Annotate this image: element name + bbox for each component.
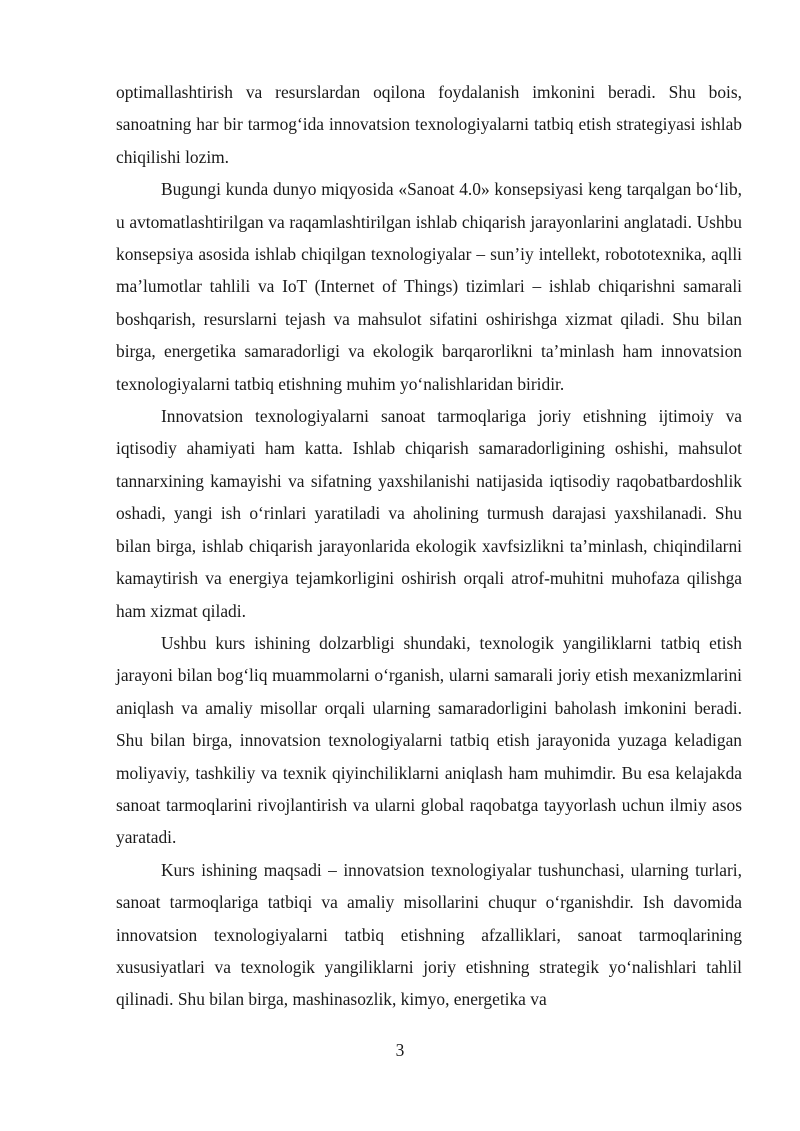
page-number: 3 (395, 1040, 405, 1060)
paragraph-4: Ushbu kurs ishining dolzarbligi shundaki, texnologik yangiliklarni tatbiq etish jarayoni bilan bogʻliq muammolarni oʻrganish, ularni samarali joriy etish mexanizmlarini aniqlash va amaliy misollar orqali ularning samaradorligini baholash imkonini beradi. Shu bilan birga, innovatsion texnologiyalarni tatbiq etish jarayonida yuzaga keladigan moliyaviy, tashkiliy va texnik qiyinchiliklarni aniqlash ham muhimdir. Bu esa kelajakda sanoat tarmoqlarini rivojlantirish va ularni global raqobatga tayyorlash uchun ilmiy asos yaratadi. (116, 632, 742, 848)
paragraph-1: optimallashtirish va resurslardan oqilona foydalanish imkonini beradi. Shu bois, sanoatning har bir tarmogʻida innovatsion texnologiyalarni tatbiq etish strategiyasi ishlab chiqilishi lozim. (116, 82, 742, 167)
paragraph-5: Kurs ishining maqsadi – innovatsion texnologiyalar tushunchasi, ularning turlari, sanoat tarmoqlariga tatbiqi va amaliy misollarini chuqur oʻrganishdir. Ish davomida innovatsion texnologiyalarni tatbiq etishning afzalliklari, sanoat tarmoqlarining xususiyatlari va texnologik yangiliklarni joriy etishning strategik yoʻnalishlari tahlil qilinadi. Shu bilan birga, mashinasozlik, kimyo, energetika va (116, 859, 742, 1010)
paragraph-3: Innovatsion texnologiyalarni sanoat tarmoqlariga joriy etishning ijtimoiy va iqtisodiy ahamiyati ham katta. Ishlab chiqarish samaradorligining oshishi, mahsulot tannarxining kamayishi va sifatning yaxshilanishi natijasida iqtisodiy raqobatbardoshlik oshadi, yangi ish oʻrinlari yaratiladi va aholining turmush darajasi yaxshilanadi. Shu bilan birga, ishlab chiqarish jarayonlarida ekologik xavfsizlikni taʼminlash, chiqindilarni kamaytirish va energiya tejamkorligini oshirish orqali atrof-muhitni muhofaza qilishga ham xizmat qiladi. (116, 406, 742, 621)
paragraph-2: Bugungi kunda dunyo miqyosida «Sanoat 4.0» konsepsiyasi keng tarqalgan boʻlib, u avtomatlashtirilgan va raqamlashtirilgan ishlab chiqarish jarayonlarini anglatadi. Ushbu konsepsiya asosida ishlab chiqilgan texnologiyalar – sunʼiy intellekt, robototexnika, aqlli maʼlumotlar tahlili va IoT (Internet of Things) tizimlari – ishlab chiqarishni samarali boshqarish, resurslarni tejash va mahsulot sifatini oshirishga xizmat qiladi. Shu bilan birga, energetika samaradorligi va ekologik barqarorlikni taʼminlash ham innovatsion texnologiyalarni tatbiq etishning muhim yoʻnalishlaridan biridir. (116, 179, 742, 394)
body-text (116, 76, 742, 1016)
